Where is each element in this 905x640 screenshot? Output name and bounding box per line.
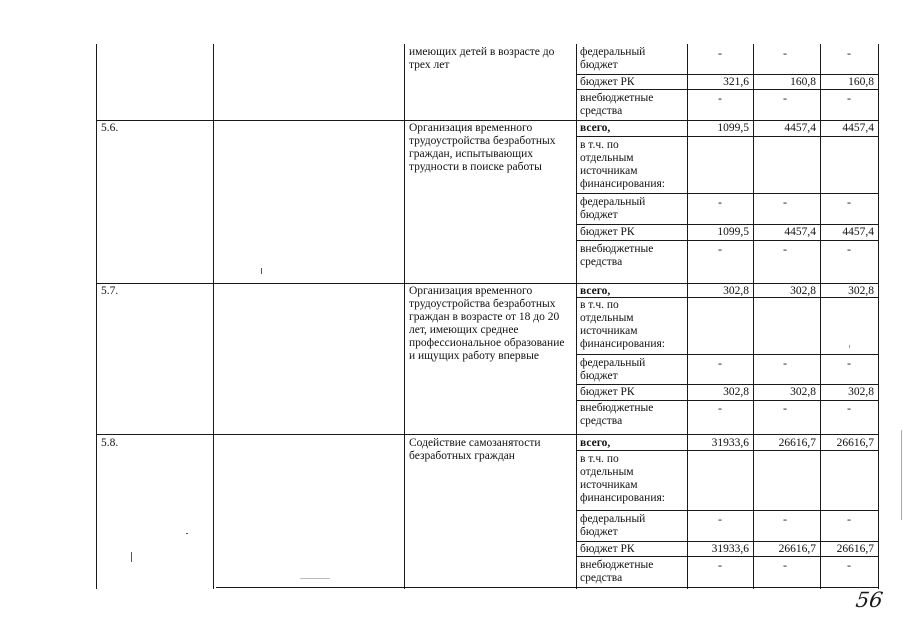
source-label: в т.ч. по отдельным источникам финансирования: — [580, 299, 665, 350]
source-label: федеральный бюджет — [580, 46, 646, 71]
value-cell: 160,8 — [848, 76, 874, 88]
value-cell: - — [718, 46, 722, 60]
sub-rule — [576, 354, 879, 355]
page-number: 56 — [854, 588, 885, 612]
row-number: 5.6. — [101, 122, 119, 134]
scan-speck — [261, 268, 262, 274]
source-label: федеральный бюджет — [580, 513, 646, 538]
value-cell: - — [783, 512, 787, 526]
value-cell: 4457,4 — [784, 122, 816, 134]
value-cell: - — [783, 558, 787, 572]
row-rule-5-8 — [96, 434, 879, 435]
scan-speck — [901, 430, 902, 520]
value-cell: 160,8 — [790, 76, 816, 88]
value-cell: 1099,5 — [717, 122, 749, 134]
col-rule-2 — [213, 44, 214, 589]
sub-rule — [576, 510, 879, 511]
source-label: бюджет РК — [580, 226, 635, 238]
sub-rule — [576, 556, 879, 557]
row-number: 5.8. — [101, 437, 119, 449]
value-cell: 302,8 — [723, 285, 749, 297]
value-cell: - — [718, 356, 722, 370]
value-cell: 26616,7 — [778, 437, 816, 449]
source-label-total: всего, — [580, 437, 611, 449]
value-cell: - — [783, 91, 787, 105]
source-label: внебюджетные средства — [580, 559, 654, 584]
value-cell: - — [718, 558, 722, 572]
value-cell: - — [718, 512, 722, 526]
scan-speck — [849, 345, 850, 348]
value-cell: 26616,7 — [778, 543, 816, 555]
value-cell: 302,8 — [790, 285, 816, 297]
source-label: в т.ч. по отдельным источникам финансирования: — [580, 139, 665, 190]
sub-rule — [576, 136, 879, 137]
sub-rule — [576, 224, 879, 225]
sub-rule — [576, 541, 879, 542]
row-name: Содействие самозанятости безработных граждан — [409, 437, 541, 462]
sub-rule — [576, 400, 879, 401]
col-rule-right — [878, 44, 879, 589]
value-cell: 31933,6 — [711, 437, 749, 449]
col-rule-3 — [404, 44, 405, 589]
scan-speck — [131, 552, 132, 562]
source-label: бюджет РК — [580, 386, 635, 398]
value-cell: - — [847, 512, 851, 526]
value-cell: 302,8 — [790, 386, 816, 398]
value-cell: 26616,7 — [836, 543, 874, 555]
source-label-total: всего, — [580, 285, 611, 297]
row-name: Организация временного трудоустройства безработных граждан, испытывающих трудности в поиске работы — [409, 122, 556, 173]
col-rule-source — [576, 44, 577, 589]
value-cell: - — [847, 401, 851, 415]
value-cell: 302,8 — [723, 386, 749, 398]
value-cell: 1099,5 — [717, 226, 749, 238]
sub-rule — [576, 450, 879, 451]
row-number: 5.7. — [101, 285, 119, 297]
sub-rule — [576, 89, 879, 90]
source-label: внебюджетные средства — [580, 243, 654, 268]
scan-speck — [300, 578, 330, 579]
value-cell: - — [783, 46, 787, 60]
source-label: федеральный бюджет — [580, 357, 646, 382]
value-cell: - — [718, 91, 722, 105]
value-cell: - — [718, 242, 722, 256]
sub-rule — [576, 240, 879, 241]
value-cell: - — [847, 558, 851, 572]
row-name: имеющих детей в возрасте до трех лет — [409, 46, 555, 71]
value-cell: - — [718, 401, 722, 415]
source-label: бюджет РК — [580, 543, 635, 555]
value-cell: 4457,4 — [784, 226, 816, 238]
source-label: в т.ч. по отдельным источникам финансирования: — [580, 453, 665, 504]
value-cell: 302,8 — [848, 285, 874, 297]
value-cell: - — [783, 356, 787, 370]
value-cell: 26616,7 — [836, 437, 874, 449]
value-cell: - — [783, 242, 787, 256]
source-label: федеральный бюджет — [580, 196, 646, 221]
value-cell: - — [847, 46, 851, 60]
value-cell: - — [783, 195, 787, 209]
source-label: бюджет РК — [580, 76, 635, 88]
value-cell: - — [847, 195, 851, 209]
source-label: внебюджетные средства — [580, 402, 654, 427]
source-label-total: всего, — [580, 122, 611, 134]
value-cell: 4457,4 — [842, 122, 874, 134]
row-rule-5-6 — [96, 120, 879, 121]
source-label: внебюджетные средства — [580, 92, 654, 117]
value-cell: - — [718, 195, 722, 209]
value-cell: 31933,6 — [711, 543, 749, 555]
sub-rule — [576, 74, 879, 75]
sub-rule — [576, 384, 879, 385]
value-cell: - — [847, 242, 851, 256]
value-cell: 4457,4 — [842, 226, 874, 238]
col-rule-left — [96, 44, 97, 589]
scan-speck — [186, 533, 188, 534]
row-name: Организация временного трудоустройства безработных граждан в возрасте от 18 до 20 лет, имеющих среднее профессиональное образование и ищущих работу впервые — [409, 285, 565, 362]
row-rule-5-7 — [96, 283, 879, 284]
value-cell: - — [783, 401, 787, 415]
row-rule-bottom — [216, 587, 879, 588]
sub-rule — [576, 193, 879, 194]
value-cell: - — [847, 356, 851, 370]
value-cell: 321,6 — [723, 76, 749, 88]
value-cell: 302,8 — [848, 386, 874, 398]
value-cell: - — [847, 91, 851, 105]
